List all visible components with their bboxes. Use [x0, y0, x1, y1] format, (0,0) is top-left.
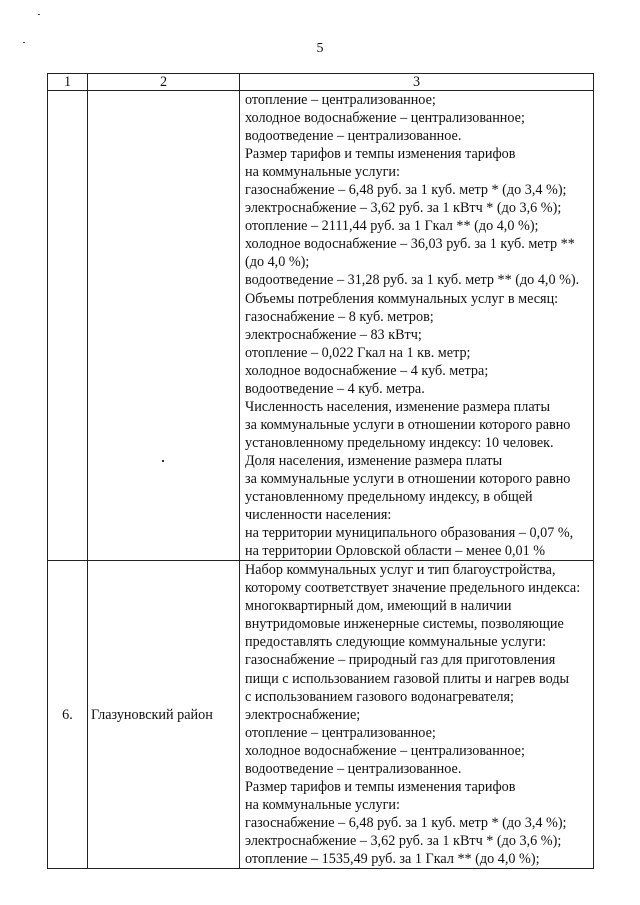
header-col-1: 1: [48, 74, 88, 91]
row-description: [240, 561, 594, 869]
description-line: холодное водоснабжение – 4 куб. метра;: [245, 362, 489, 379]
scan-mark: [162, 460, 164, 462]
description-line: за коммунальные услуги в отношении которого равно: [245, 416, 571, 433]
description-line: за коммунальные услуги в отношении которого равно: [245, 470, 571, 487]
description-line: Размер тарифов и темпы изменения тарифов: [245, 778, 516, 795]
description-line: отопление – 0,022 Гкал на 1 кв. метр;: [245, 344, 471, 361]
description-line: водоотведение – 31,28 руб. за 1 куб. метр ** (до 4,0 %).: [245, 272, 580, 289]
header-col-3: 3: [240, 74, 594, 91]
description-line: электроснабжение;: [245, 706, 361, 723]
description-line: Объемы потребления коммунальных услуг в месяц:: [245, 290, 559, 307]
description-line: холодное водоснабжение – 36,03 руб. за 1 куб. метр **: [245, 236, 575, 253]
tariff-table: [47, 73, 594, 869]
description-line: газоснабжение – 8 куб. метров;: [245, 308, 434, 325]
description-line: на коммунальные услуги:: [245, 796, 400, 813]
description-line: Набор коммунальных услуг и тип благоустройства,: [245, 562, 556, 579]
description-line: газоснабжение – 6,48 руб. за 1 куб. метр * (до 3,4 %);: [245, 182, 567, 199]
description-line: газоснабжение – природный газ для приготовления: [245, 652, 556, 669]
description-line: с использованием газового водонагревателя;: [245, 688, 514, 705]
description-line: (до 4,0 %);: [245, 254, 310, 271]
header-row: [48, 74, 594, 91]
description-line: электроснабжение – 3,62 руб. за 1 кВтч * (до 3,6 %);: [245, 200, 562, 217]
table-row: [48, 91, 594, 561]
description-line: многоквартирный дом, имеющий в наличии: [245, 598, 512, 615]
table-row: [48, 561, 594, 869]
description-line: водоотведение – централизованное.: [245, 760, 462, 777]
description-line: водоотведение – централизованное.: [245, 128, 462, 145]
description-line: Доля населения, изменение размера платы: [245, 452, 503, 469]
description-line: установленному предельному индексу: 10 человек.: [245, 434, 554, 451]
description-line: которому соответствует значение предельного индекса:: [245, 580, 581, 597]
row-description: [240, 91, 594, 561]
description-line: электроснабжение – 83 кВтч;: [245, 326, 422, 343]
description-line: на территории муниципального образования – 0,07 %,: [245, 525, 574, 542]
description-line: отопление – 1535,49 руб. за 1 Гкал ** (до 4,0 %);: [245, 850, 540, 867]
district-name: Глазуновский район: [88, 561, 240, 869]
description-line: отопление – 2111,44 руб. за 1 Гкал ** (до 4,0 %);: [245, 218, 539, 235]
description-line: Численность населения, изменение размера платы: [245, 398, 551, 415]
description-line: отопление – централизованное;: [245, 92, 436, 108]
description-line: электроснабжение – 3,62 руб. за 1 кВтч * (до 3,6 %);: [245, 832, 562, 849]
description-line: водоотведение – 4 куб. метра.: [245, 380, 425, 397]
description-line: холодное водоснабжение – централизованное;: [245, 110, 525, 127]
description-line: пищи с использованием газовой плиты и нагрев воды: [245, 670, 570, 687]
description-line: Размер тарифов и темпы изменения тарифов: [245, 146, 516, 163]
scan-speck: [38, 14, 40, 15]
district-name: [88, 91, 240, 561]
description-line: установленному предельному индексу, в общей: [245, 489, 533, 506]
description-line: на коммунальные услуги:: [245, 164, 400, 181]
description-line: газоснабжение – 6,48 руб. за 1 куб. метр * (до 3,4 %);: [245, 814, 567, 831]
description-line: предоставлять следующие коммунальные услуги:: [245, 634, 547, 651]
description-line: отопление – централизованное;: [245, 724, 436, 741]
description-line: внутридомовые инженерные системы, позволяющие: [245, 616, 564, 633]
row-number: [48, 91, 88, 561]
description-line: численности населения:: [245, 507, 392, 524]
page-number: 5: [316, 41, 324, 56]
header-col-2: 2: [88, 74, 240, 91]
row-number: 6.: [48, 561, 88, 869]
description-line: холодное водоснабжение – централизованное;: [245, 742, 525, 759]
description-line: на территории Орловской области – менее 0,01 %: [245, 543, 546, 560]
